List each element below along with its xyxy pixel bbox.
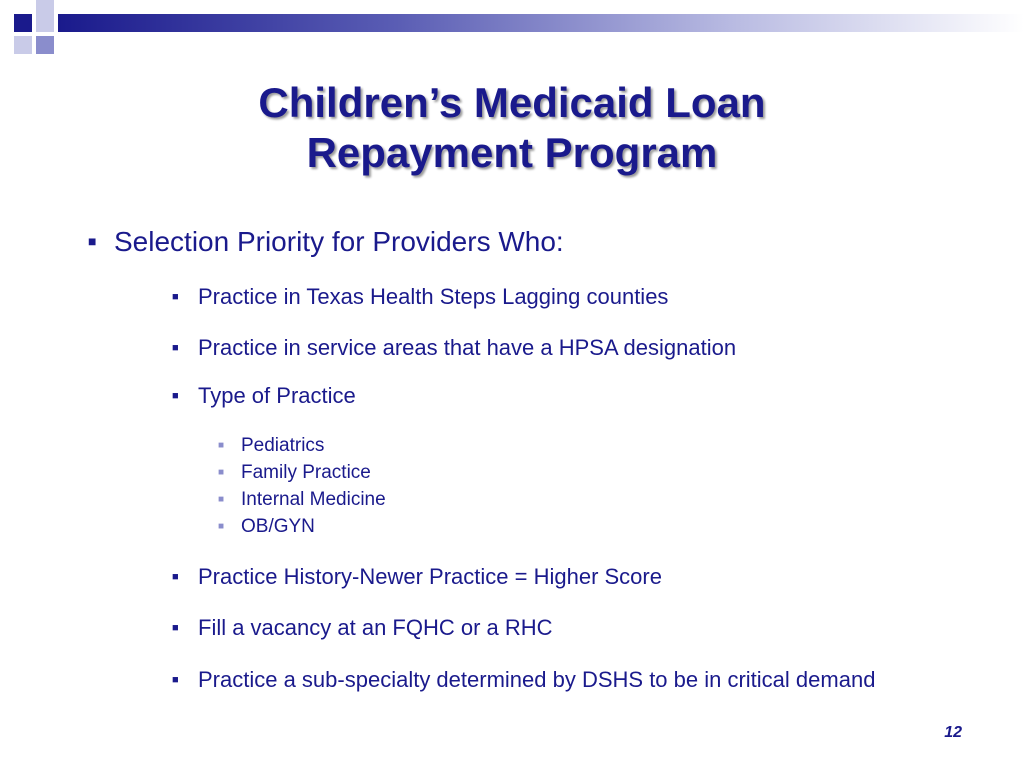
- header-square-2: [36, 0, 54, 14]
- header-square-1: [14, 14, 32, 32]
- main-bullet-text: Selection Priority for Providers Who:: [114, 226, 564, 257]
- square-bullet-icon: ■: [172, 622, 179, 634]
- list-item-text: Practice a sub-specialty determined by DSHS to be in critical demand: [198, 667, 876, 692]
- list-item-text: Practice in Texas Health Steps Lagging counties: [198, 284, 669, 309]
- title-line-2: Repayment Program: [306, 129, 718, 176]
- list-item-text: Fill a vacancy at an FQHC or a RHC: [198, 615, 553, 640]
- header-square-5: [36, 36, 54, 54]
- list-item-text: Practice in service areas that have a HPSA designation: [198, 335, 737, 360]
- square-bullet-icon: ■: [88, 233, 97, 249]
- header-square-4: [14, 36, 32, 54]
- title-line-1: Children’s Medicaid Loan: [258, 79, 766, 126]
- list-item-text: Type of Practice: [198, 383, 356, 408]
- square-bullet-icon: ■: [172, 390, 179, 402]
- slide-title: [0, 78, 1024, 178]
- square-bullet-icon: ■: [218, 440, 225, 451]
- square-bullet-icon: ■: [218, 494, 225, 505]
- page-number: 12: [944, 724, 962, 741]
- sub-list-item-text: OB/GYN: [241, 516, 315, 537]
- main-bullet: [88, 224, 564, 259]
- square-bullet-icon: ■: [172, 674, 179, 686]
- square-bullet-icon: ■: [172, 342, 179, 354]
- header-gradient-bar: [58, 14, 1024, 32]
- square-bullet-icon: ■: [172, 291, 179, 303]
- square-bullet-icon: ■: [172, 571, 179, 583]
- list-item-text: Practice History-Newer Practice = Higher Score: [198, 564, 662, 589]
- square-bullet-icon: ■: [218, 467, 225, 478]
- header-square-3: [36, 14, 54, 32]
- square-bullet-icon: ■: [218, 521, 225, 532]
- sub-list-item-text: Pediatrics: [241, 435, 325, 456]
- sub-list-item-text: Internal Medicine: [241, 489, 386, 510]
- sub-list-item-text: Family Practice: [241, 462, 371, 483]
